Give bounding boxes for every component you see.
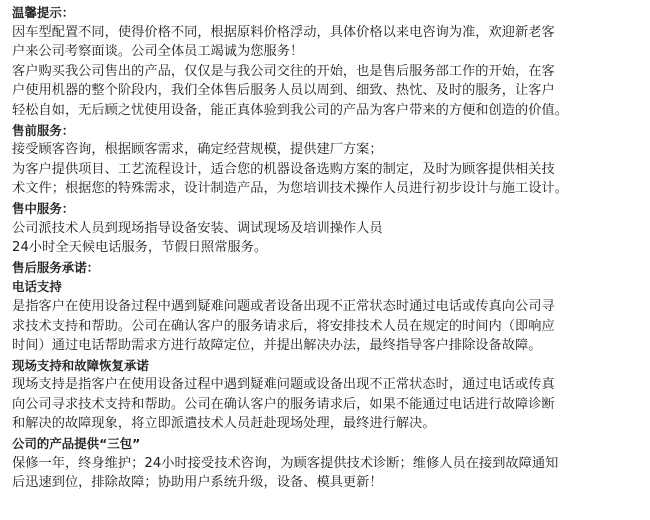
- insale-line: 24小时全天候电话服务，节假日照常服务。: [12, 240, 268, 256]
- notice-heading: 温馨提示：: [12, 5, 75, 20]
- notice-line: 户来公司考察面谈。公司全体员工竭诚为您服务！: [12, 44, 304, 60]
- onsite-support-heading: 现场支持和故障恢复承诺: [12, 357, 149, 373]
- guarantee-line: 保修一年，终身维护；24小时接受技术咨询，为顾客提供技术诊断；维修人员在接到故障通知: [12, 455, 559, 471]
- guarantee-line: 后迅速到位，排除故障；协助用户系统升级，设备、模具更新！: [12, 475, 383, 491]
- presale-line: 术文件；根据您的特殊需求，设计制造产品，为您培训技术操作人员进行初步设计与施工设计。: [12, 181, 568, 197]
- aftersale-heading: 售后服务承诺：: [12, 259, 100, 275]
- notice-line: 户使用机器的整个阶段内，我们全体售后服务人员以周到、细致、热忱、及时的服务，让客户: [12, 83, 555, 99]
- phone-support-line: 求技术支持和帮助。公司在确认客户的服务请求后，将安排技术人员在规定的时间内（即响应: [12, 318, 555, 334]
- phone-support-line: 是指客户在使用设备过程中遇到疑难问题或者设备出现不正常状态时通过电话或传真向公司寻: [12, 298, 555, 314]
- presale-line: 为客户提供项目、工艺流程设计，适合您的机器设备选购方案的制定，及时为顾客提供相关技: [12, 161, 555, 177]
- insale-line: 公司派技术人员到现场指导设备安装、调试现场及培训操作人员: [12, 220, 383, 236]
- phone-support-heading: 电话支持: [12, 279, 62, 295]
- notice-line: 轻松自如，无后顾之忧使用设备，能正真体验到我公司的产品为客户带来的方便和创造的价值。: [12, 102, 568, 118]
- onsite-support-line: 和解决的故障现象，将立即派遣技术人员赶赴现场处理，最终进行解决。: [12, 416, 436, 432]
- guarantee-heading: 公司的产品提供“三包”: [12, 436, 141, 452]
- onsite-support-line: 现场支持是指客户在使用设备过程中遇到疑难问题或设备出现不正常状态时，通过电话或传真: [12, 377, 555, 393]
- insale-heading: 售中服务：: [12, 200, 75, 216]
- notice-line: 客户购买我公司售出的产品，仅仅是与我公司交往的开始，也是售后服务部工作的开始，在客: [12, 63, 555, 79]
- onsite-support-line: 向公司寻求技术支持和帮助。公司在确认客户的服务请求后，如果不能通过电话进行故障诊断: [12, 396, 555, 412]
- presale-line: 接受顾客咨询，根据顾客需求，确定经营规模，提供建厂方案；: [12, 142, 383, 158]
- phone-support-line: 时间）通过电话帮助需求方进行故障定位，并提出解决办法，最终指导客户排除设备故障。: [12, 338, 542, 354]
- presale-heading: 售前服务：: [12, 122, 75, 138]
- notice-line: 因车型配置不同，使得价格不同，根据原料价格浮动，具体价格以来电咨询为准，欢迎新老客: [12, 24, 555, 40]
